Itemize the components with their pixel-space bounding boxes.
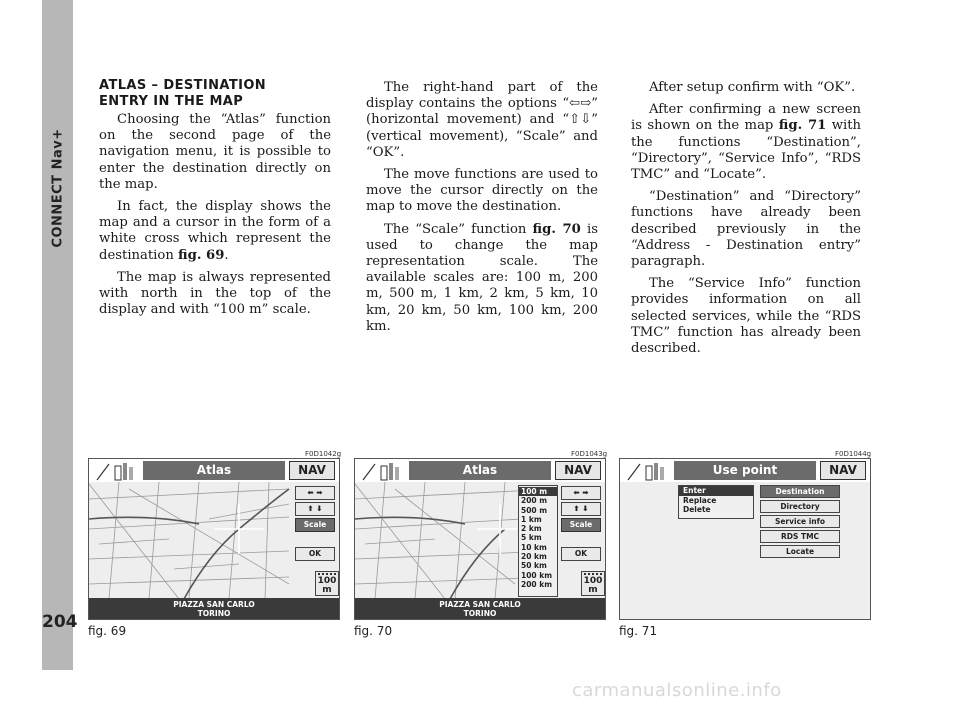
screen-topbar	[620, 459, 870, 482]
figure-caption: fig. 71	[619, 624, 658, 638]
screen-topbar	[355, 459, 605, 482]
screen-topbar	[89, 459, 339, 482]
paragraph: Choosing the “Atlas” function on the second page of the navigation menu, it is possible to enter the destination directly on the map.	[99, 112, 331, 192]
figure-code: F0D1042g	[305, 450, 342, 458]
map-icon	[89, 459, 339, 619]
location-bar: PIAZZA SAN CARLO TORINO	[89, 598, 339, 619]
phone-signal-icon	[93, 460, 141, 482]
paragraph: The “Service Info” function provides information on all selected services, while the “RDS TMC” function has already been described.	[631, 276, 861, 357]
nav-screen-fig71	[619, 458, 871, 620]
menu-item-enter[interactable]: Enter	[679, 486, 753, 496]
figure-code: F0D1043g	[571, 450, 608, 458]
screen-title: Use point	[674, 461, 816, 480]
rds-tmc-button[interactable]: RDS TMC	[760, 530, 840, 543]
menu-item-replace[interactable]: Replace	[683, 495, 717, 505]
page-number: 204	[42, 612, 78, 632]
ok-button[interactable]: OK	[295, 547, 335, 561]
paragraph: After setup confirm with “OK”.	[649, 80, 856, 95]
section-heading: ATLAS – DESTINATION ENTRY IN THE MAP	[99, 78, 267, 109]
paragraph: In fact, the display shows the map and a cursor in the form of a white cross which represent the destination fig. 69.	[99, 199, 331, 263]
scale-option[interactable]: 200 km	[521, 579, 553, 589]
nav-button[interactable]: NAV	[555, 461, 601, 480]
scale-option[interactable]: 10 km	[521, 542, 547, 552]
paragraph: The “Scale” function fig. 70 is used to change the map representation scale. The available scales are: 100 m, 200 m, 500 m, 1 km, 2 km, 5 km, 10 km, 20 km, 50 km, 100 km, 200 km.	[366, 221, 598, 334]
nav-screen-fig69	[88, 458, 340, 620]
paragraph: The move functions are used to move the cursor directly on the map to move the destination.	[366, 167, 598, 215]
screen-title: Atlas	[409, 461, 551, 480]
watermark: carmanualsonline.info	[572, 680, 782, 701]
menu-item-delete[interactable]: Delete	[683, 505, 711, 514]
figure-code: F0D1044g	[835, 450, 872, 458]
paragraph: “Destination” and “Directory” functions have already been described previously in the “Address - Destination entry” paragraph.	[631, 189, 861, 270]
scale-option[interactable]: 5 km	[521, 533, 542, 543]
scale-option[interactable]: 100 km	[521, 570, 553, 580]
paragraph: After confirming a new screen is shown on the map fig. 71 with the functions “Destination”, “Directory”, “Service Info”, “RDS TMC” and “Locate”.	[631, 102, 862, 183]
directory-button[interactable]: Directory	[760, 500, 840, 513]
figure-reference: fig. 69	[178, 247, 225, 263]
map-icon	[355, 459, 605, 619]
ok-button[interactable]: OK	[561, 547, 601, 561]
scale-option[interactable]: 500 m	[521, 505, 548, 515]
scale-button[interactable]: Scale	[561, 518, 601, 532]
scale-option[interactable]: 1 km	[521, 514, 542, 524]
figure-reference: fig. 70	[532, 221, 581, 237]
text-column-3	[631, 80, 861, 363]
phone-signal-icon	[624, 460, 672, 482]
phone-signal-icon	[359, 460, 407, 482]
nav-button[interactable]: NAV	[820, 461, 866, 480]
vertical-move-button[interactable]: ⬆ ⬇	[295, 502, 335, 516]
sidebar-strip	[42, 0, 78, 670]
scale-list[interactable]	[518, 485, 558, 597]
scale-option[interactable]: 50 km	[521, 561, 547, 571]
nav-button[interactable]: NAV	[289, 461, 335, 480]
service-info-button[interactable]: Service info	[760, 515, 840, 528]
scale-option[interactable]: 20 km	[521, 552, 547, 562]
screen-title: Atlas	[143, 461, 285, 480]
text-column-1	[99, 78, 331, 324]
locate-button[interactable]: Locate	[760, 545, 840, 558]
scale-option[interactable]: 200 m	[521, 496, 548, 506]
horizontal-move-button[interactable]: ⬅ ➡	[561, 486, 601, 500]
paragraph: The right-hand part of the display contains the options “⇦⇨” (horizontal movement) and “⇧⇩” (vertical movement), “Scale” and “OK”.	[366, 80, 598, 160]
destination-button[interactable]: Destination	[760, 485, 840, 498]
scale-option[interactable]: 2 km	[521, 524, 542, 534]
nav-screen-fig70	[354, 458, 606, 620]
scale-indicator: 100 m	[315, 571, 339, 596]
vertical-move-button[interactable]: ⬆ ⬇	[561, 502, 601, 516]
horizontal-move-button[interactable]: ⬅ ➡	[295, 486, 335, 500]
location-bar: PIAZZA SAN CARLO TORINO	[355, 598, 605, 619]
paragraph: The map is always represented with north in the top of the display and with “100 m” scale.	[99, 269, 331, 318]
scale-option[interactable]: 100 m	[519, 487, 557, 496]
scale-button[interactable]: Scale	[295, 518, 335, 532]
figure-caption: fig. 70	[354, 624, 393, 638]
text-column-2	[366, 80, 598, 341]
scale-indicator: 100 m	[581, 571, 605, 596]
point-menu[interactable]	[678, 485, 754, 519]
figure-caption: fig. 69	[88, 624, 127, 638]
figure-reference: fig. 71	[778, 118, 827, 134]
